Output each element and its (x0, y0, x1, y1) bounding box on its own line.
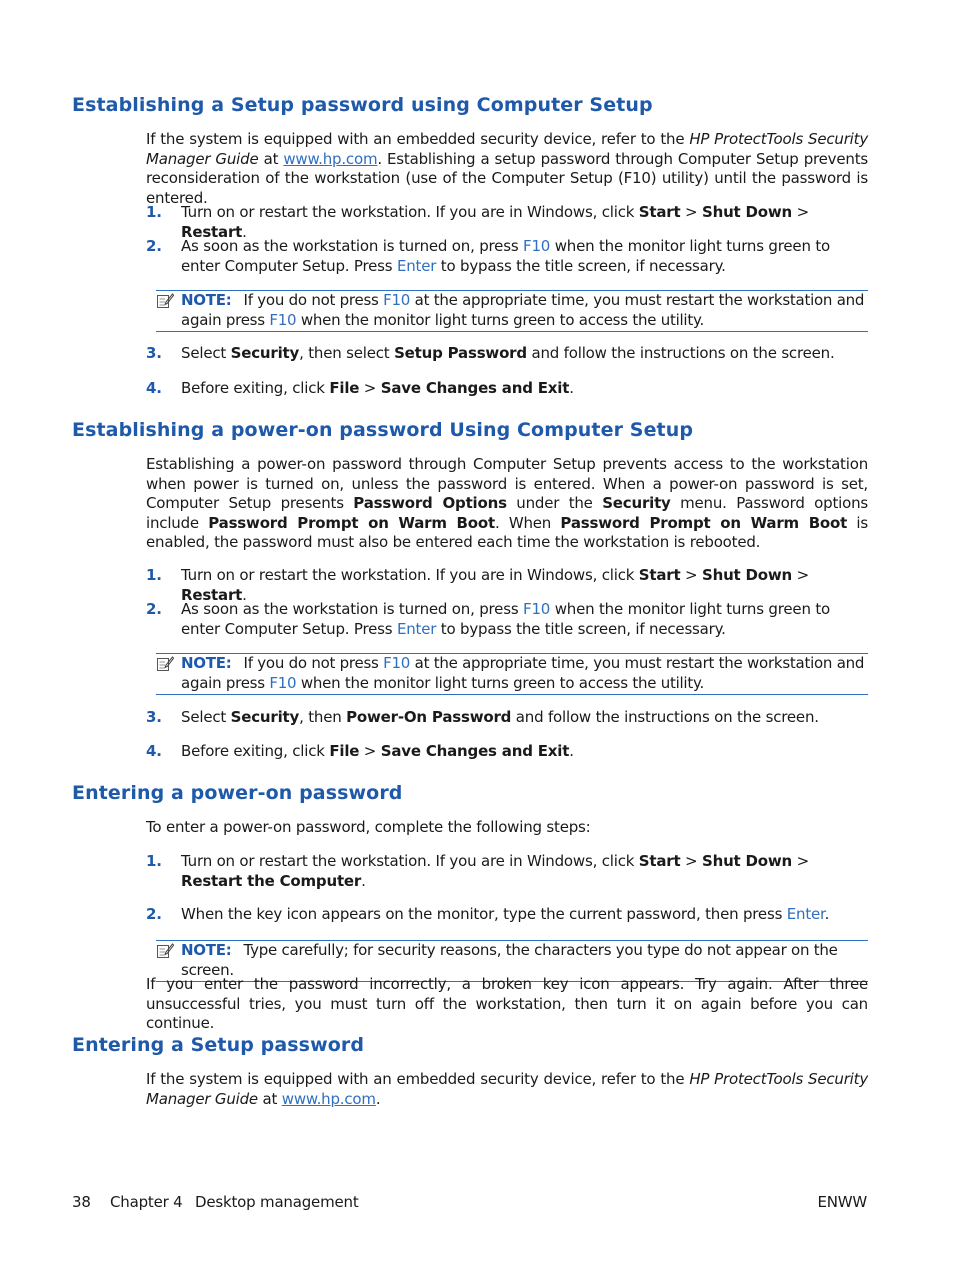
note-pencil-icon (156, 943, 174, 959)
power-on-password-intro: Establishing a power-on password through Computer Setup prevents access to the workstation when power is turned on, unless the password is entered. When a power-on password is set, Computer Setup presents Password Options under the Security menu. Password options include Password Prompt on Warm Boot. When Password Prompt on Warm Boot is enabled, the password must also be entered each time the workstation is rebooted. (146, 455, 869, 551)
note-pencil-icon (156, 656, 174, 672)
entering-step-2: 2. When the key icon appears on the monitor, type the current password, then press Enter. (146, 905, 830, 923)
power-on-step-3: 3. Select Security, then Power-On Password and follow the instructions on the screen. (146, 708, 819, 726)
key-f10: F10 (523, 237, 551, 255)
entering-step-1: 1. Turn on or restart the workstation. If you are in Windows, click Start > Shut Down > Restart the Computer. (146, 852, 809, 890)
note-box: NOTE: If you do not press F10 at the appropriate time, you must restart the workstation and again press F10 when the monitor light turns green to access the utility. (156, 290, 868, 332)
power-on-step-4: 4. Before exiting, click File > Save Changes and Exit. (146, 742, 574, 760)
entering-power-on-intro: To enter a power-on password, complete the following steps: (146, 818, 591, 836)
power-on-step-1: 1. Turn on or restart the workstation. If you are in Windows, click Start > Shut Down > Restart. (146, 566, 809, 604)
note-label: NOTE: (181, 291, 232, 309)
section-heading-entering-power-on: Entering a power-on password (72, 782, 403, 804)
section-heading-power-on-password: Establishing a power-on password Using Computer Setup (72, 419, 694, 441)
hp-website-link[interactable]: www.hp.com (281, 1089, 376, 1108)
key-enter: Enter (786, 905, 825, 923)
hp-website-link[interactable]: www.hp.com (283, 149, 378, 168)
key-enter: Enter (396, 256, 437, 275)
note-box: NOTE: Type carefully; for security reasons, the characters you type do not appear on the screen. (156, 940, 868, 982)
footer-chapter-title: Desktop management (195, 1193, 359, 1211)
section-heading-entering-setup: Entering a Setup password (72, 1034, 365, 1056)
setup-step-2: 2. As soon as the workstation is turned on, press F10 when the monitor light turns green to enter Computer Setup. Press Enter to bypass the title screen, if necessary. (146, 237, 830, 275)
setup-step-3: 3. Select Security, then select Setup Password and follow the instructions on the screen. (146, 344, 835, 362)
setup-step-1: 1. Turn on or restart the workstation. If you are in Windows, click Start > Shut Down > Restart. (146, 203, 809, 241)
note-box: NOTE: If you do not press F10 at the appropriate time, you must restart the workstation and again press F10 when the monitor light turns green to access the utility. (156, 653, 868, 695)
note-pencil-icon (156, 293, 174, 309)
power-on-step-2: 2. As soon as the workstation is turned on, press F10 when the monitor light turns green to enter Computer Setup. Press Enter to bypass the title screen, if necessary. (146, 600, 830, 638)
note-label: NOTE: (181, 941, 232, 959)
broken-key-paragraph: If you enter the password incorrectly, a broken key icon appears. Try again. After three unsuccessful tries, you must turn off the workstation, then turn it on again before you can continue. (146, 975, 868, 1032)
setup-step-4: 4. Before exiting, click File > Save Changes and Exit. (146, 379, 574, 397)
footer-chapter: Chapter 4 (110, 1193, 183, 1211)
section-heading-setup-password: Establishing a Setup password using Computer Setup (72, 94, 653, 116)
setup-password-intro: If the system is equipped with an embedded security device, refer to the HP ProtectTools Security Manager Guide at www.hp.com. Establishing a setup password through Computer Setup prevents reconsideration of the workstation (use of the Computer Setup (F10) utility) until the password is entered. (146, 130, 869, 207)
page-number: 38 (72, 1193, 91, 1211)
note-label: NOTE: (181, 654, 232, 672)
footer-locale: ENWW (817, 1193, 867, 1211)
key-f10: F10 (523, 600, 551, 618)
entering-setup-intro: If the system is equipped with an embedded security device, refer to the HP ProtectTools Security Manager Guide at www.hp.com. (146, 1070, 869, 1108)
key-enter: Enter (396, 619, 437, 638)
